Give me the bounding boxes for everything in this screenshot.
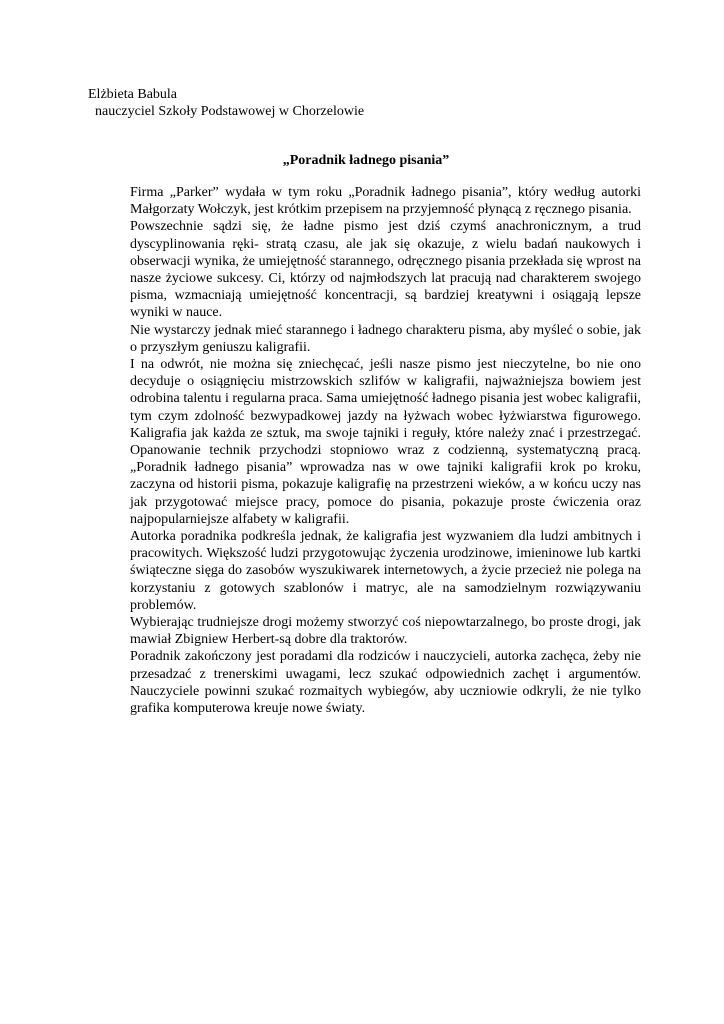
paragraph: Autorka poradnika podkreśla jednak, że kaligrafia jest wyzwaniem dla ludzi ambitnych i pracowitych. Większość ludzi przygotowując życzenia urodzinowe, imieninowe lub kartki świąteczne sięga do zasobów wyszukiwarek internetowych, a życie przecież nie polega na korzystaniu z gotowych szablonów i matryc, ale na samodzielnym rozwiązywaniu problemów.	[130, 529, 641, 613]
paragraph: Poradnik zakończony jest poradami dla rodziców i nauczycieli, autorka zachęca, żeby nie przesadzać z trenerskimi uwagami, lecz szukać odpowiednich zachęt i argumentów. Nauczyciele powinni szukać rozmaitych wybiegów, aby uczniowie odkryli, że nie tylko grafika komputerowa kreuje nowe światy.	[130, 649, 641, 717]
author-name: Elżbieta Babula	[88, 87, 178, 102]
author-block	[88, 86, 364, 120]
article-title: „Poradnik ładnego pisania”	[282, 153, 450, 168]
paragraph: Firma „Parker” wydała w tym roku „Poradnik ładnego pisania”, który według autorki Małgorzaty Wołczyk, jest krótkim przepisem na przyjemność płynącą z ręcznego pisania.	[130, 185, 641, 218]
paragraph: Wybierając trudniejsze drogi możemy stworzyć coś niepowtarzalnego, bo proste drogi, jak mawiał Zbigniew Herbert-są dobre dla traktorów.	[130, 615, 641, 648]
article-body	[130, 184, 641, 717]
paragraph: Nie wystarczy jednak mieć starannego i ładnego charakteru pisma, aby myśleć o sobie, jak o przyszłym geniuszu kaligrafii.	[130, 322, 641, 355]
author-role: nauczyciel Szkoły Podstawowej w Chorzelowie	[95, 104, 365, 119]
paragraph: I na odwrót, nie można się zniechęcać, jeśli nasze pismo jest nieczytelne, bo nie ono decyduje o osiągnięciu mistrzowskich szlifów w kaligrafii, najważniejsza bowiem jest odrobina talentu i regularna praca. Sama umiejętność ładnego pisania jest wobec kaligrafii, tym czym zdolność bezwypadkowej jazdy na łyżwach wobec łyżwiarstwa figurowego. Kaligrafia jak każda ze sztuk, ma swoje tajniki i reguły, które należy znać i przestrzegać. Opanowanie technik przychodzi stopniowo wraz z codzienną, systematyczną pracą. „Poradnik ładnego pisania” wprowadza nas w owe tajniki kaligrafii krok po kroku, zaczyna od historii pisma, pokazuje kaligrafię na przestrzeni wieków, a w końcu uczy nas jak przygotować miejsce pracy, pomoce do pisania, pokazuje proste ćwiczenia oraz najpopularniejsze alfabety w kaligrafii.	[130, 357, 641, 527]
paragraph: Powszechnie sądzi się, że ładne pismo jest dziś czymś anachronicznym, a trud dyscyplinowania ręki- stratą czasu, ale jak się okazuje, z wielu badań naukowych i obserwacji wynika, że umiejętność starannego, odręcznego pisania przekłada się wprost na nasze życiowe sukcesy. Ci, którzy od najmłodszych lat pracują nad charakterem swojego pisma, wzmacniają umiejętność koncentracji, są bardziej kreatywni i osiągają lepsze wyniki w nauce.	[130, 219, 641, 321]
